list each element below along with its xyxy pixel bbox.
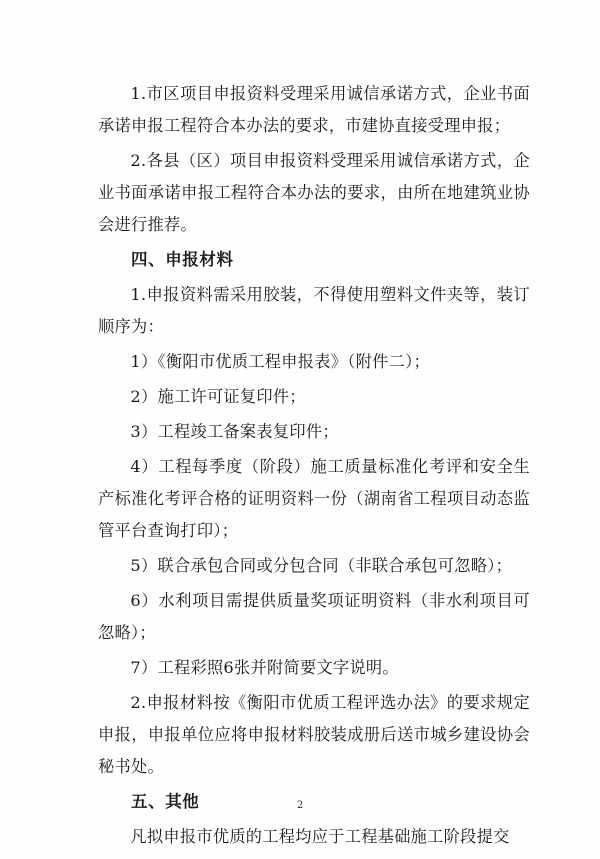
page-number: 2 <box>296 800 304 811</box>
paragraph-2: 2.各县（区）项目申报资料受理采用诚信承诺方式，企业书面承诺申报工程符合本办法的要求，由所在地建筑业协会进行推荐。 <box>98 151 530 234</box>
document-body <box>98 78 530 856</box>
list-item-3: 3）工程竣工备案表复印件； <box>130 422 339 441</box>
paragraph-1: 1.市区项目申报资料受理采用诚信承诺方式，企业书面承诺申报工程符合本办法的要求，市建协直接受理申报； <box>98 84 530 135</box>
list-item-4: 4）工程每季度（阶段）施工质量标准化考评和安全生产标准化考评合格的证明资料一份（湖南省工程项目动态监管平台查询打印）； <box>98 457 530 540</box>
list-item-2: 2）施工许可证复印件； <box>130 387 306 406</box>
list-item-1: 1）《衡阳市优质工程申报表》（附件二）； <box>130 352 430 371</box>
section-heading-other: 五、其他 <box>131 792 200 811</box>
list-item-5: 5）联合承包合同或分包合同（非联合承包可忽略）； <box>130 556 513 575</box>
list-item-6: 6）水利项目需提供质量奖项证明资料（非水利项目可忽略）； <box>98 591 530 642</box>
list-item-7: 7）工程彩照6张并附简要文字说明。 <box>130 658 399 677</box>
paragraph-other: 凡拟申报市优质的工程均应于工程基础施工阶段提交 <box>130 827 510 846</box>
paragraph-binding: 1.申报资料需采用胶装，不得使用塑料文件夹等，装订顺序为： <box>98 285 530 336</box>
paragraph-submission: 2.申报材料按《衡阳市优质工程评选办法》的要求规定申报，申报单位应将申报材料胶装成册后送市城乡建设协会秘书处。 <box>98 693 530 776</box>
section-heading-materials: 四、申报材料 <box>131 250 234 269</box>
